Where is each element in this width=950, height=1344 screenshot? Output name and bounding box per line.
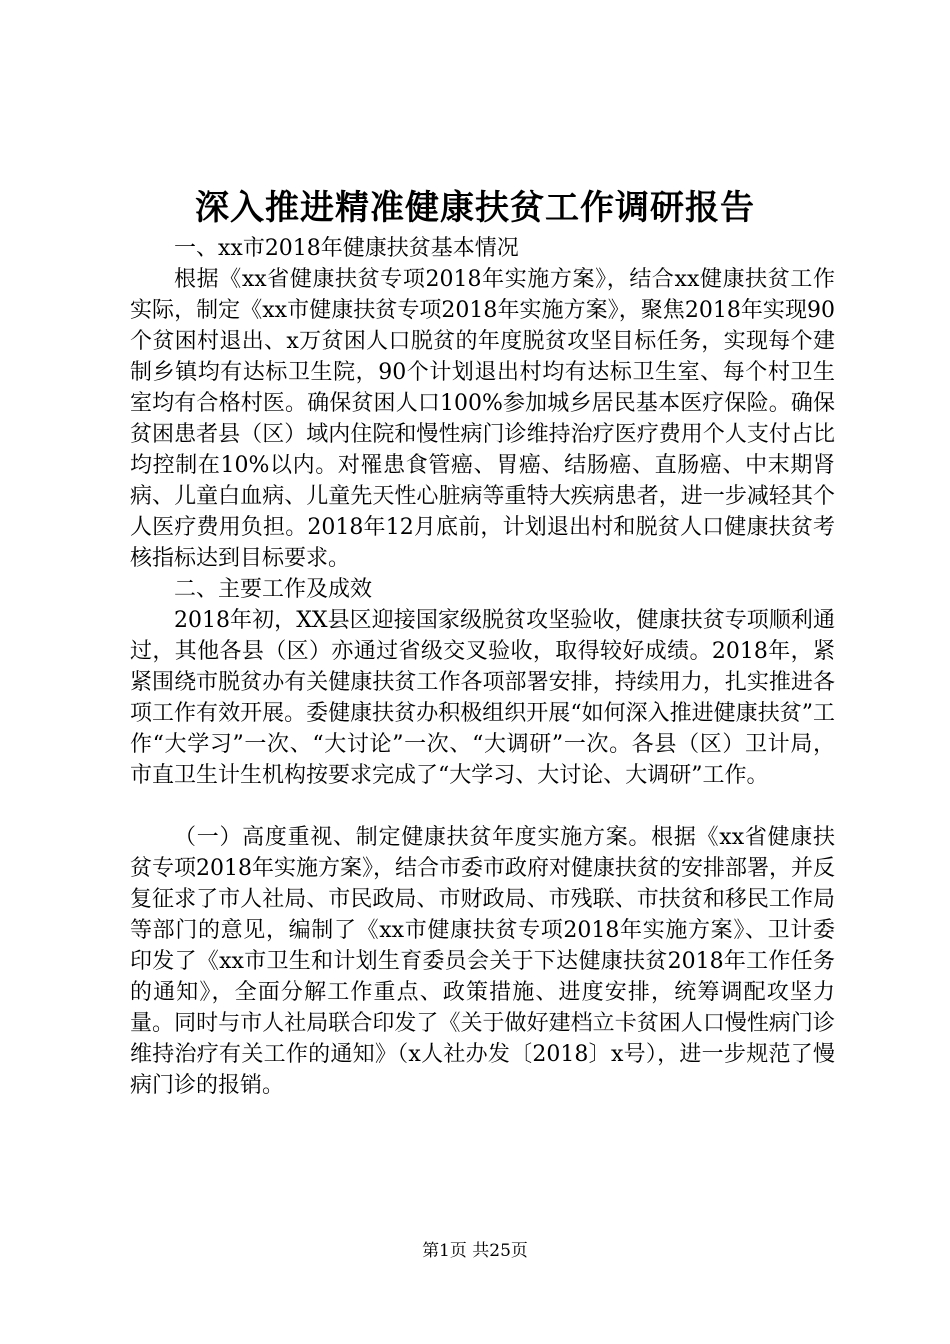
document-body bbox=[130, 233, 835, 1101]
paragraph-main-work: 2018年初，XX县区迎接国家级脱贫攻坚验收，健康扶贫专项顺利通过，其他各县（区）亦通过省级交叉验收，取得较好成绩。2018年，紧紧围绕市脱贫办有关健康扶贫工作各项部署安排，持续用力，扎实推进各项工作有效开展。委健康扶贫办积极组织开展“如何深入推进健康扶贫”工作“大学习”一次、“大讨论”一次、“大调研”一次。各县（区）卫计局，市直卫生计生机构按要求完成了“大学习、大讨论、大调研”工作。 bbox=[130, 608, 835, 788]
paragraph-implementation-plan: （一）高度重视、制定健康扶贫年度实施方案。根据《xx省健康扶贫专项2018年实施方案》，结合市委市政府对健康扶贫的安排部署，并反复征求了市人社局、市民政局、市财政局、市残联、市扶贫和移民工作局等部门的意见，编制了《xx市健康扶贫专项2018年实施方案》、卫计委印发了《xx市卫生和计划生育委员会关于下达健康扶贫2018年工作任务的通知》，全面分解工作重点、政策措施、进度安排，统筹调配攻坚力量。同时与市人社局联合印发了《关于做好建档立卡贫困人口慢性病门诊维持治疗有关工作的通知》（x人社办发〔2018〕x号），进一步规范了慢病门诊的报销。 bbox=[130, 825, 835, 1098]
section-heading-1: 一、xx市2018年健康扶贫基本情况 bbox=[174, 236, 519, 261]
page-number-footer: 第1页 共25页 bbox=[422, 1241, 528, 1261]
document-title: 深入推进精准健康扶贫工作调研报告 bbox=[195, 188, 755, 228]
section-heading-2: 二、主要工作及成效 bbox=[174, 577, 373, 602]
paragraph-basic-situation: 根据《xx省健康扶贫专项2018年实施方案》，结合xx健康扶贫工作实际，制定《xx市健康扶贫专项2018年实施方案》，聚焦2018年实现90个贫困村退出、x万贫困人口脱贫的年度脱贫攻坚目标任务，实现每个建制乡镇均有达标卫生院，90个计划退出村均有达标卫生室、每个村卫生室均有合格村医。确保贫困人口100%参加城乡居民基本医疗保险。确保贫困患者县（区）域内住院和慢性病门诊维持治疗医疗费用个人支付占比均控制在10%以内。对罹患食管癌、胃癌、结肠癌、直肠癌、中末期肾病、儿童白血病、儿童先天性心脏病等重特大疾病患者，进一步减轻其个人医疗费用负担。2018年12月底前，计划退出村和脱贫人口健康扶贫考核指标达到目标要求。 bbox=[130, 267, 835, 571]
